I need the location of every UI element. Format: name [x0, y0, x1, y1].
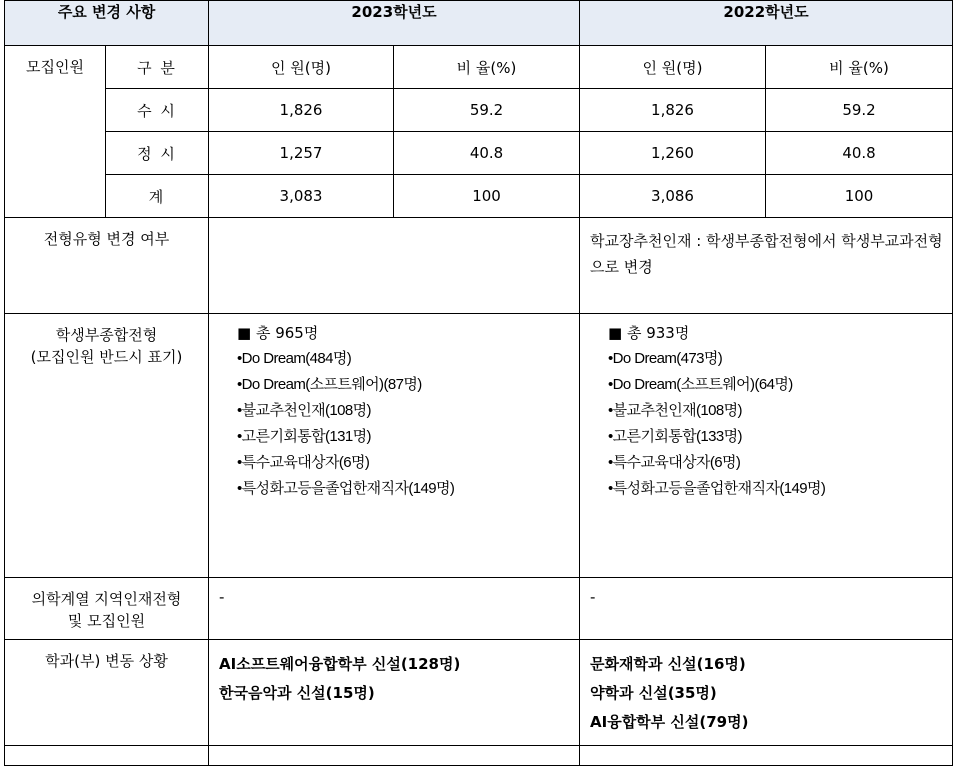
recruit-label: 모집인원	[5, 46, 106, 218]
list-item: •불교추천인재(108명)	[237, 402, 371, 419]
tail-cell	[209, 746, 580, 766]
medical-label-line1: 의학계열 지역인재전형	[31, 590, 182, 608]
medical-2022: -	[580, 578, 953, 640]
list-item: •특성화고등을졸업한재직자(149명)	[237, 480, 455, 497]
table-tail-row	[5, 746, 953, 766]
list-item: AI융합학부 신설(79명)	[590, 713, 749, 731]
jeongsi-ratio-2023: 40.8	[394, 132, 580, 175]
recruit-header-row	[5, 46, 953, 89]
total-count-2022: 3,086	[580, 175, 766, 218]
susi-count-2023: 1,826	[209, 89, 394, 132]
medical-label-line2: 및 모집인원	[67, 612, 146, 630]
type-change-2023	[209, 218, 580, 314]
comprehensive-total-2022: ■ 총 933명	[608, 324, 690, 342]
list-item: •Do Dream(484명)	[237, 350, 352, 367]
list-item: •고른기회통합(133명)	[608, 428, 742, 445]
list-item: AI소프트웨어융합학부 신설(128명)	[219, 655, 461, 673]
dept-change-label: 학과(부) 변동 상황	[5, 640, 209, 746]
row-label-total: 계	[106, 175, 209, 218]
medical-2023: -	[209, 578, 580, 640]
type-change-row	[5, 218, 953, 314]
type-change-2022: 학교장추천인재 : 학생부종합전형에서 학생부교과전형으로 변경	[580, 218, 953, 314]
medical-label	[5, 578, 209, 640]
row-label-jeongsi: 정 시	[106, 132, 209, 175]
comprehensive-label	[5, 314, 209, 578]
dept-change-2022	[580, 640, 953, 746]
jeongsi-count-2022: 1,260	[580, 132, 766, 175]
header-main-changes: 주요 변경 사항	[5, 1, 209, 46]
comprehensive-label-line2: (모집인원 반드시 표기)	[30, 348, 183, 366]
list-item: •고른기회통합(131명)	[237, 428, 371, 445]
susi-ratio-2022: 59.2	[766, 89, 953, 132]
susi-count-2022: 1,826	[580, 89, 766, 132]
list-item: •특수교육대상자(6명)	[237, 454, 370, 471]
count-header-2022: 인 원(명)	[580, 46, 766, 89]
susi-ratio-2023: 59.2	[394, 89, 580, 132]
jeongsi-count-2023: 1,257	[209, 132, 394, 175]
ratio-header-2023: 비 율(%)	[394, 46, 580, 89]
table-row	[5, 89, 953, 132]
tail-cell	[5, 746, 209, 766]
list-item: 한국음악과 신설(15명)	[219, 684, 375, 702]
table-row	[5, 132, 953, 175]
count-header-2023: 인 원(명)	[209, 46, 394, 89]
jeongsi-ratio-2022: 40.8	[766, 132, 953, 175]
comprehensive-total-2023: ■ 총 965명	[237, 324, 319, 342]
list-item: •Do Dream(473명)	[608, 350, 723, 367]
comprehensive-row	[5, 314, 953, 578]
list-item: 약학과 신설(35명)	[590, 684, 717, 702]
medical-row	[5, 578, 953, 640]
comprehensive-label-line1: 학생부종합전형	[55, 326, 158, 344]
list-item: •불교추천인재(108명)	[608, 402, 742, 419]
row-label-susi: 수 시	[106, 89, 209, 132]
list-item: •특성화고등을졸업한재직자(149명)	[608, 480, 826, 497]
list-item: •특수교육대상자(6명)	[608, 454, 741, 471]
tail-cell	[580, 746, 953, 766]
header-row	[5, 1, 953, 46]
list-item: 문화재학과 신설(16명)	[590, 655, 746, 673]
dept-change-row	[5, 640, 953, 746]
total-ratio-2022: 100	[766, 175, 953, 218]
comprehensive-2023	[209, 314, 580, 578]
total-count-2023: 3,083	[209, 175, 394, 218]
header-year-2022: 2022학년도	[580, 1, 953, 46]
total-ratio-2023: 100	[394, 175, 580, 218]
header-year-2023: 2023학년도	[209, 1, 580, 46]
type-change-label: 전형유형 변경 여부	[5, 218, 209, 314]
list-item: •Do Dream(소프트웨어)(64명)	[608, 376, 793, 393]
recruit-gubun: 구 분	[106, 46, 209, 89]
comprehensive-2022	[580, 314, 953, 578]
dept-change-2023	[209, 640, 580, 746]
list-item: •Do Dream(소프트웨어)(87명)	[237, 376, 422, 393]
admission-changes-table	[4, 0, 953, 766]
table-row	[5, 175, 953, 218]
ratio-header-2022: 비 율(%)	[766, 46, 953, 89]
